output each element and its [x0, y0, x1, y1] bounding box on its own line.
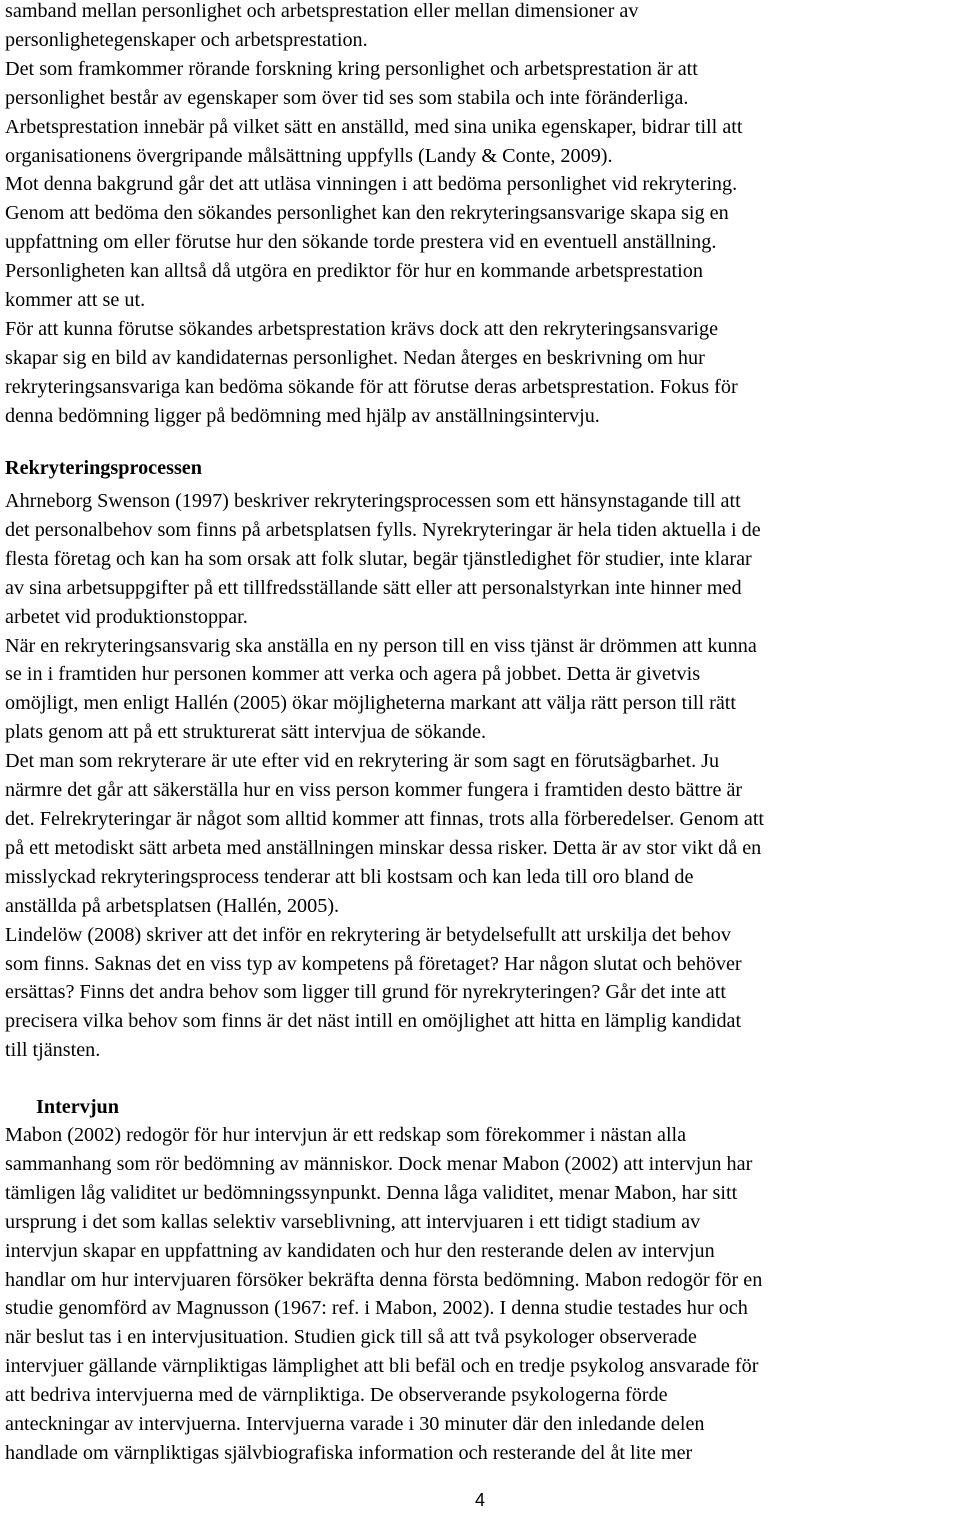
section-heading-rekryteringsprocessen: Rekryteringsprocessen	[5, 457, 202, 479]
text-line: plats genom att på ett strukturerat sätt intervjua de sökande.	[5, 721, 486, 744]
text-line: flesta företag och kan ha som orsak att folk slutar, begär tjänstledighet för studier, inte klarar	[5, 547, 752, 570]
text-line: anställda på arbetsplatsen (Hallén, 2005).	[5, 894, 340, 917]
text-line: närmre det går att säkerställa hur en viss person kommer fungera i framtiden desto bättre är	[5, 779, 743, 802]
text-line: omöjligt, men enligt Hallén (2005) ökar möjligheterna markant att välja rätt person till rätt	[5, 692, 737, 715]
text-line: det. Felrekryteringar är något som alltid kommer att finnas, trots alla förberedelser. Genom att	[5, 807, 765, 830]
body-text-block-intro	[5, 0, 955, 431]
page-number: 4	[474, 1490, 485, 1510]
text-line: precisera vilka behov som finns är det näst intill en omöjlighet att hitta en lämplig kandidat	[5, 1010, 742, 1033]
body-text-block-intervjun	[5, 1121, 955, 1468]
text-line: handlade om värnpliktigas självbiografiska information och resterande del åt lite mer	[5, 1441, 693, 1464]
text-line: personlighet består av egenskaper som över tid ses som stabila och inte föränderliga.	[5, 86, 689, 109]
text-line: sammanhang som rör bedömning av människor. Dock menar Mabon (2002) att intervjun har	[5, 1152, 753, 1175]
text-line: Arbetsprestation innebär på vilket sätt en anställd, med sina unika egenskaper, bidrar till att	[5, 115, 743, 138]
text-line: organisationens övergripande målsättning uppfylls (Landy & Conte, 2009).	[5, 144, 613, 167]
text-line: intervjuer gällande värnpliktigas lämplighet att bli befäl och en tredje psykolog ansvarade för	[5, 1355, 759, 1378]
text-line: Genom att bedöma den sökandes personlighet kan den rekryteringsansvarige skapa sig en	[5, 202, 729, 225]
text-line: det personalbehov som finns på arbetsplatsen fylls. Nyrekryteringar är hela tiden aktuella i de	[5, 518, 761, 541]
text-line: av sina arbetsuppgifter på ett tillfredsställande sätt eller att personalstyrkan inte hinner med	[5, 576, 742, 599]
text-line: intervjun skapar en uppfattning av kandidaten och hur den resterande delen av intervjun	[5, 1239, 715, 1262]
text-line: samband mellan personlighet och arbetsprestation eller mellan dimensioner av	[5, 0, 639, 22]
text-line: Personligheten kan alltså då utgöra en prediktor för hur en kommande arbetsprestation	[5, 260, 703, 283]
text-line: när beslut tas i en intervjusituation. Studien gick till så att två psykologer observerade	[5, 1326, 697, 1349]
text-line: skapar sig en bild av kandidaternas personlighet. Nedan återges en beskrivning om hur	[5, 346, 705, 369]
text-line: personlighetegenskaper och arbetsprestation.	[5, 28, 368, 51]
text-line: rekryteringsansvariga kan bedöma sökande för att förutse deras arbetsprestation. Fokus för	[5, 375, 738, 398]
text-line: anteckningar av intervjuerna. Intervjuerna varade i 30 minuter där den inledande delen	[5, 1413, 705, 1436]
text-line: Det som framkommer rörande forskning kring personlighet och arbetsprestation är att	[5, 57, 698, 80]
text-line: kommer att se ut.	[5, 289, 146, 312]
section-heading-intervjun: Intervjun	[36, 1096, 119, 1118]
text-line: Mabon (2002) redogör för hur intervjun är ett redskap som förekommer i nästan alla	[5, 1124, 687, 1146]
text-line: misslyckad rekryteringsprocess tenderar att bli kostsam och kan leda till oro bland de	[5, 865, 694, 888]
text-line: att bedriva intervjuerna med de värnpliktiga. De observerande psykologerna förde	[5, 1384, 668, 1407]
text-line: uppfattning om eller förutse hur den sökande torde prestera vid en eventuell anställning.	[5, 231, 717, 254]
text-line: tämligen låg validitet ur bedömningssynpunkt. Denna låga validitet, menar Mabon, har sitt	[5, 1181, 738, 1204]
text-line: När en rekryteringsansvarig ska anställa en ny person till en viss tjänst är drömmen att kunna	[5, 634, 757, 657]
text-line: arbetet vid produktionstoppar.	[5, 605, 248, 628]
text-line: som finns. Saknas det en viss typ av kompetens på företaget? Har någon slutat och behöver	[5, 952, 742, 975]
text-line: handlar om hur intervjuaren försöker bekräfta denna första bedömning. Mabon redogör för en	[5, 1268, 763, 1291]
text-line: Mot denna bakgrund går det att utläsa vinningen i att bedöma personlighet vid rekrytering.	[5, 173, 738, 196]
text-line: studie genomförd av Magnusson (1967: ref. i Mabon, 2002). I denna studie testades hur och	[5, 1297, 748, 1320]
text-line: Ahrneborg Swenson (1997) beskriver rekryteringsprocessen som ett hänsynstagande till att	[5, 490, 741, 512]
text-line: ersättas? Finns det andra behov som ligger till grund för nyrekryteringen? Går det inte att	[5, 981, 726, 1004]
text-line: Lindelöw (2008) skriver att det inför en rekrytering är betydelsefullt att urskilja det behov	[5, 923, 731, 946]
text-line: till tjänsten.	[5, 1039, 101, 1062]
body-text-block-rekryteringsprocessen	[5, 487, 955, 1065]
text-line: denna bedömning ligger på bedömning med hjälp av anställningsintervju.	[5, 404, 600, 427]
text-line: Det man som rekryterare är ute efter vid en rekrytering är som sagt en förutsägbarhet. Ju	[5, 750, 720, 773]
text-line: ursprung i det som kallas selektiv varseblivning, att intervjuaren i ett tidigt stadium av	[5, 1210, 701, 1233]
text-line: För att kunna förutse sökandes arbetsprestation krävs dock att den rekryteringsansvarige	[5, 317, 719, 340]
text-line: se in i framtiden hur personen kommer att verka och agera på jobbet. Detta är givetvis	[5, 663, 701, 686]
text-line: på ett metodiskt sätt arbeta med anställningen minskar dessa risker. Detta är av stor vikt då en	[5, 836, 762, 859]
